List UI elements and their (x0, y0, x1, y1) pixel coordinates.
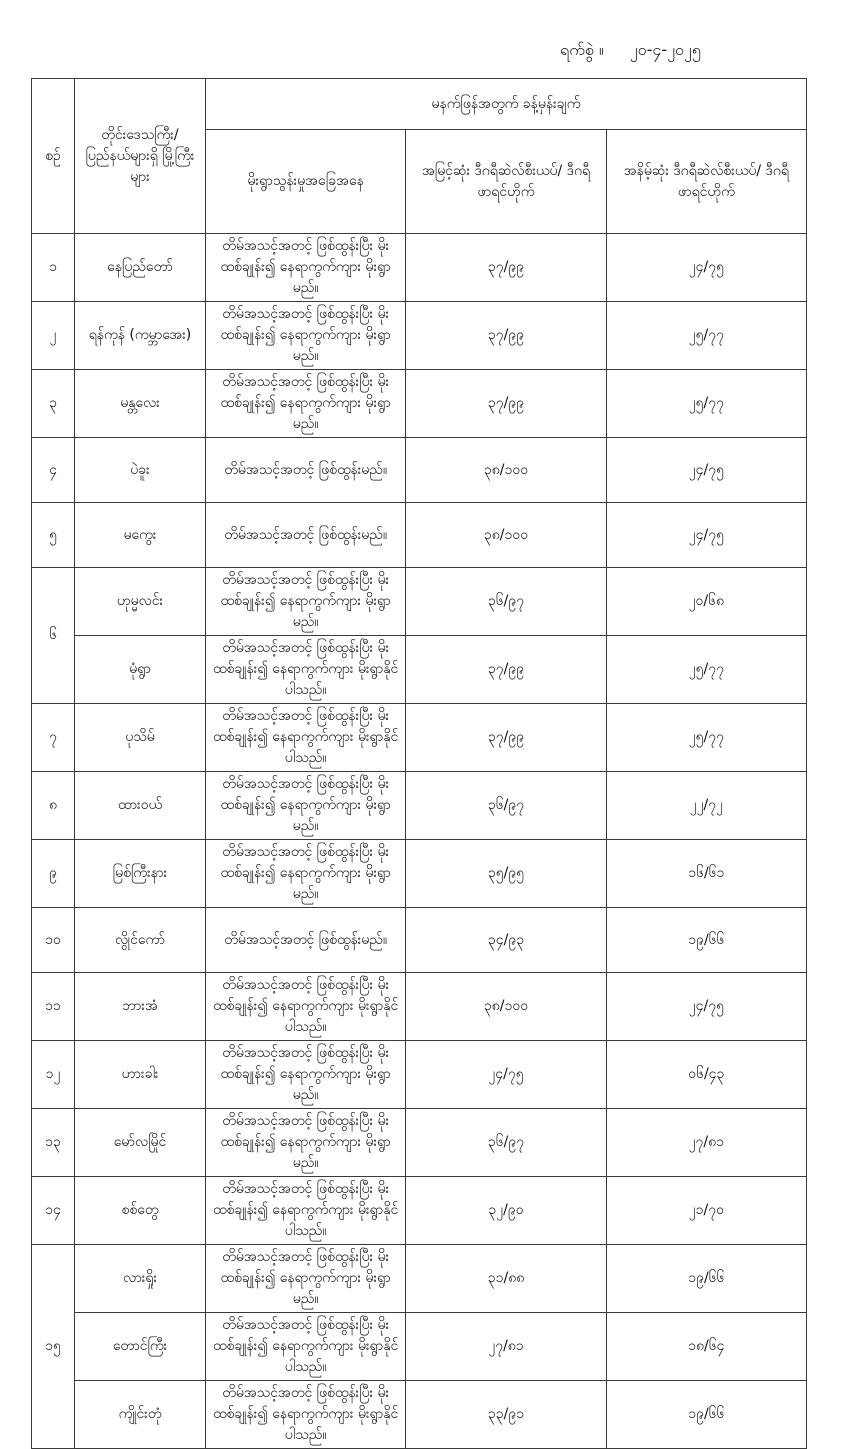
row-number: ၁ (32, 234, 75, 302)
min-temp: ၂၄/၇၅ (606, 438, 806, 503)
col-region-header: တိုင်းဒေသကြီး/ ပြည်နယ်များရှိ မြို့ကြီးများ (75, 79, 206, 234)
row-number: ၈ (32, 772, 75, 840)
city-name: လွိုင်ကော် (75, 908, 206, 973)
table-row (32, 636, 807, 704)
row-number: ၁၁ (32, 973, 75, 1041)
city-name: တောင်ကြီး (75, 1313, 206, 1381)
min-temp: ၁၆/၆၁ (606, 840, 806, 908)
city-name: ကျိုင်းတုံ (75, 1381, 206, 1449)
row-number: ၅ (32, 503, 75, 568)
col-condition-header: မိုးရွာသွန်းမှုအခြေအနေ (206, 130, 406, 234)
min-temp: ၀၆/၄၃ (606, 1041, 806, 1109)
max-temp: ၃၈/၁၀၀ (406, 503, 606, 568)
min-temp: ၂၁/၇၀ (606, 1177, 806, 1245)
col-min-header: အနိမ့်ဆုံး ဒီဂရီဆဲလ်စီးယပ်/ ဒီဂရီဖာရင်ဟိုက် (606, 130, 806, 234)
max-temp: ၃၇/၉၉ (406, 704, 606, 772)
max-temp: ၂၇/၈၁ (406, 1313, 606, 1381)
min-temp: ၂၅/၇၇ (606, 302, 806, 370)
rain-condition: တိမ်အသင့်အတင့် ဖြစ်ထွန်းပြီး မိုးထစ်ချုန်း၍ နေရာကွက်ကျား မိုးရွာမည်။ (206, 370, 406, 438)
max-temp: ၃၄/၉၃ (406, 908, 606, 973)
min-temp: ၁၉/၆၆ (606, 1245, 806, 1313)
city-name: မော်လမြိုင် (75, 1109, 206, 1177)
rain-condition: တိမ်အသင့်အတင့် ဖြစ်ထွန်းပြီး မိုးထစ်ချုန်း၍ နေရာကွက်ကျား မိုးရွာနိုင်ပါသည်။ (206, 636, 406, 704)
forecast-table (31, 78, 807, 1449)
min-temp: ၂၇/၈၁ (606, 1109, 806, 1177)
table-row (32, 438, 807, 503)
max-temp: ၃၁/၈၈ (406, 1245, 606, 1313)
min-temp: ၂၂/၇၂ (606, 772, 806, 840)
rain-condition: တိမ်အသင့်အတင့် ဖြစ်ထွန်းပြီး မိုးထစ်ချုန်း၍ နေရာကွက်ကျား မိုးရွာမည်။ (206, 1245, 406, 1313)
table-row (32, 704, 807, 772)
rain-condition: တိမ်အသင့်အတင့် ဖြစ်ထွန်းပြီး မိုးထစ်ချုန်း၍ နေရာကွက်ကျား မိုးရွာမည်။ (206, 234, 406, 302)
table-row (32, 1245, 807, 1313)
max-temp: ၃၃/၉၁ (406, 1381, 606, 1449)
col-no-header: စဉ် (32, 79, 75, 234)
city-name: နေပြည်တော် (75, 234, 206, 302)
rain-condition: တိမ်အသင့်အတင့် ဖြစ်ထွန်းပြီး မိုးထစ်ချုန်း၍ နေရာကွက်ကျား မိုးရွာနိုင်ပါသည်။ (206, 704, 406, 772)
rain-condition: တိမ်အသင့်အတင့် ဖြစ်ထွန်းပြီး မိုးထစ်ချုန်း၍ နေရာကွက်ကျား မိုးရွာနိုင်ပါသည်။ (206, 1381, 406, 1449)
table-row (32, 908, 807, 973)
city-name: ဟားခါး (75, 1041, 206, 1109)
table-row (32, 1109, 807, 1177)
rain-condition: တိမ်အသင့်အတင့် ဖြစ်ထွန်းပြီး မိုးထစ်ချုန်း၍ နေရာကွက်ကျား မိုးရွာနိုင်ပါသည်။ (206, 1313, 406, 1381)
row-number: ၆ (32, 568, 75, 704)
rain-condition: တိမ်အသင့်အတင့် ဖြစ်ထွန်းမည်။ (206, 908, 406, 973)
city-name: ပုသိမ် (75, 704, 206, 772)
min-temp: ၂၀/၆၈ (606, 568, 806, 636)
max-temp: ၃၈/၁၀၀ (406, 973, 606, 1041)
rain-condition: တိမ်အသင့်အတင့် ဖြစ်ထွန်းမည်။ (206, 438, 406, 503)
max-temp: ၃၇/၉၉ (406, 234, 606, 302)
date-value: ၂၀-၄-၂၀၂၅ (629, 40, 701, 59)
table-row (32, 973, 807, 1041)
rain-condition: တိမ်အသင့်အတင့် ဖြစ်ထွန်းပြီး မိုးထစ်ချုန်း၍ နေရာကွက်ကျား မိုးရွာမည်။ (206, 1041, 406, 1109)
rain-condition: တိမ်အသင့်အတင့် ဖြစ်ထွန်းပြီး မိုးထစ်ချုန်း၍ နေရာကွက်ကျား မိုးရွာမည်။ (206, 772, 406, 840)
max-temp: ၃၂/၉၀ (406, 1177, 606, 1245)
row-number: ၇ (32, 704, 75, 772)
col-group-header: မနက်ဖြန်အတွက် ခန့်မှန်းချက် (206, 79, 807, 130)
row-number: ၁၄ (32, 1177, 75, 1245)
table-row (32, 1381, 807, 1449)
max-temp: ၃၈/၁၀၀ (406, 438, 606, 503)
min-temp: ၂၅/၇၇ (606, 704, 806, 772)
city-name: စစ်တွေ (75, 1177, 206, 1245)
city-name: ပဲခူး (75, 438, 206, 503)
min-temp: ၁၈/၆၄ (606, 1313, 806, 1381)
min-temp: ၂၄/၇၅ (606, 234, 806, 302)
row-number: ၃ (32, 370, 75, 438)
min-temp: ၁၉/၆၆ (606, 1381, 806, 1449)
table-row (32, 840, 807, 908)
city-name: ရန်ကုန် (ကမ္ဘာအေး) (75, 302, 206, 370)
max-temp: ၃၆/၉၇ (406, 568, 606, 636)
rain-condition: တိမ်အသင့်အတင့် ဖြစ်ထွန်းပြီး မိုးထစ်ချုန်း၍ နေရာကွက်ကျား မိုးရွာမည်။ (206, 568, 406, 636)
max-temp: ၃၇/၉၉ (406, 636, 606, 704)
max-temp: ၃၇/၉၉ (406, 370, 606, 438)
table-row (32, 370, 807, 438)
max-temp: ၃၅/၉၅ (406, 840, 606, 908)
max-temp: ၃၆/၉၇ (406, 1109, 606, 1177)
date-line (560, 36, 800, 66)
min-temp: ၂၄/၇၅ (606, 973, 806, 1041)
row-number: ၂ (32, 302, 75, 370)
row-number: ၁၃ (32, 1109, 75, 1177)
row-number: ၄ (32, 438, 75, 503)
rain-condition: တိမ်အသင့်အတင့် ဖြစ်ထွန်းပြီး မိုးထစ်ချုန်း၍ နေရာကွက်ကျား မိုးရွာနိုင်ပါသည်။ (206, 973, 406, 1041)
table-row (32, 1041, 807, 1109)
table-row (32, 1313, 807, 1381)
table-row (32, 568, 807, 636)
table-row (32, 503, 807, 568)
col-max-header: အမြင့်ဆုံး ဒီဂရီဆဲလ်စီးယပ်/ ဒီဂရီဖာရင်ဟိုက် (406, 130, 606, 234)
city-name: မကွေး (75, 503, 206, 568)
max-temp: ၃၇/၉၉ (406, 302, 606, 370)
row-number: ၁၂ (32, 1041, 75, 1109)
row-number: ၉ (32, 840, 75, 908)
rain-condition: တိမ်အသင့်အတင့် ဖြစ်ထွန်းပြီး မိုးထစ်ချုန်း၍ နေရာကွက်ကျား မိုးရွာမည်။ (206, 840, 406, 908)
rain-condition: တိမ်အသင့်အတင့် ဖြစ်ထွန်းပြီး မိုးထစ်ချုန်း၍ နေရာကွက်ကျား မိုးရွာမည်။ (206, 302, 406, 370)
row-number: ၁၀ (32, 908, 75, 973)
min-temp: ၂၄/၇၅ (606, 503, 806, 568)
city-name: မုံရွာ (75, 636, 206, 704)
city-name: မြစ်ကြီးနား (75, 840, 206, 908)
rain-condition: တိမ်အသင့်အတင့် ဖြစ်ထွန်းပြီး မိုးထစ်ချုန်း၍ နေရာကွက်ကျား မိုးရွာနိုင်ပါသည်။ (206, 1177, 406, 1245)
table-row (32, 302, 807, 370)
min-temp: ၂၅/၇၇ (606, 370, 806, 438)
max-temp: ၃၆/၉၇ (406, 772, 606, 840)
city-name: လားရှိုး (75, 1245, 206, 1313)
city-name: ထားဝယ် (75, 772, 206, 840)
header-row (32, 79, 807, 130)
row-number: ၁၅ (32, 1245, 75, 1449)
min-temp: ၁၉/၆၆ (606, 908, 806, 973)
city-name: ဘားအံ (75, 973, 206, 1041)
city-name: မန္တလေး (75, 370, 206, 438)
table-row (32, 234, 807, 302)
table-row (32, 772, 807, 840)
city-name: ဟုမ္မလင်း (75, 568, 206, 636)
rain-condition: တိမ်အသင့်အတင့် ဖြစ်ထွန်းမည်။ (206, 503, 406, 568)
min-temp: ၂၅/၇၇ (606, 636, 806, 704)
rain-condition: တိမ်အသင့်အတင့် ဖြစ်ထွန်းပြီး မိုးထစ်ချုန်း၍ နေရာကွက်ကျား မိုးရွာမည်။ (206, 1109, 406, 1177)
date-label: ရက်စွဲ ။ (560, 40, 604, 59)
max-temp: ၂၄/၇၅ (406, 1041, 606, 1109)
table-row (32, 1177, 807, 1245)
